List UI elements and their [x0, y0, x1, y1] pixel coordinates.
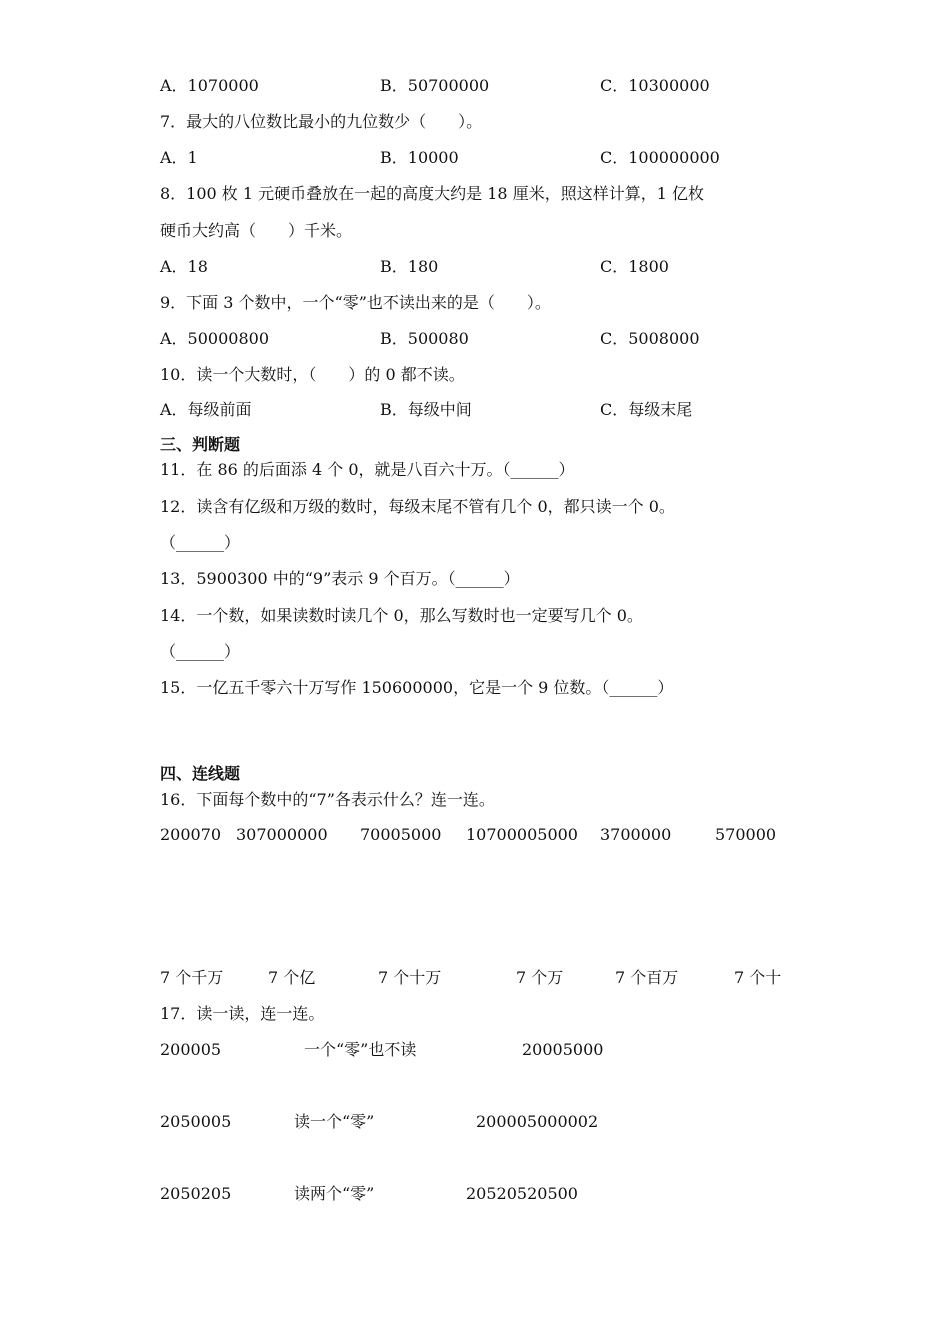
q16-meaning: 7 个十 — [734, 968, 782, 987]
q16-meaning: 7 个千万 — [160, 968, 224, 987]
q16-meaning: 7 个亿 — [268, 968, 316, 987]
q8-option-c: C．1800 — [600, 257, 669, 276]
q11-statement: 11．在 86 的后面添 4 个 0，就是八百六十万。（______） — [160, 460, 575, 479]
q17-right-number: 20520520500 — [466, 1184, 578, 1203]
q7-stem: 7．最大的八位数比最小的九位数少（ ）。 — [160, 112, 483, 131]
q6-option-b: B．50700000 — [380, 76, 490, 95]
q16-number: 70005000 — [360, 825, 442, 844]
q12-statement: 12．读含有亿级和万级的数时，每级末尾不管有几个 0，都只读一个 0。 — [160, 497, 675, 516]
q16-meaning: 7 个十万 — [378, 968, 442, 987]
q17-right-number: 20005000 — [522, 1040, 604, 1059]
q16-number: 10700005000 — [466, 825, 578, 844]
q10-option-c: C．每级末尾 — [600, 400, 693, 419]
q16-stem: 16．下面每个数中的“7”各表示什么？连一连。 — [160, 790, 495, 809]
q9-option-c: C．5008000 — [600, 329, 700, 348]
q16-meaning: 7 个百万 — [615, 968, 679, 987]
q13-statement: 13．5900300 中的“9”表示 9 个百万。（______） — [160, 569, 520, 588]
q17-stem: 17．读一读，连一连。 — [160, 1004, 325, 1023]
q8-stem-line1: 8．100 枚 1 元硬币叠放在一起的高度大约是 18 厘米，照这样计算，1 亿枚 — [160, 184, 704, 203]
q9-option-b: B．500080 — [380, 329, 469, 348]
q7-option-c: C．100000000 — [600, 148, 720, 167]
q15-statement: 15．一亿五千零六十万写作 150600000，它是一个 9 位数。（______） — [160, 678, 674, 697]
q17-left-number: 2050205 — [160, 1184, 232, 1203]
q12-answer-blank: （______） — [160, 533, 241, 552]
q14-statement: 14．一个数，如果读数时读几个 0，那么写数时也一定要写几个 0。 — [160, 606, 643, 625]
q14-answer-blank: （______） — [160, 642, 241, 661]
q6-option-a: A．1070000 — [160, 76, 259, 95]
q10-stem: 10．读一个大数时，（ ）的 0 都不读。 — [160, 365, 465, 384]
q16-number: 570000 — [715, 825, 777, 844]
q17-reading-type: 读两个“零” — [294, 1184, 375, 1203]
q17-left-number: 200005 — [160, 1040, 222, 1059]
q9-option-a: A．50000800 — [160, 329, 269, 348]
q8-stem-line2: 硬币大约高（ ）千米。 — [160, 221, 353, 240]
q17-reading-type: 一个“零”也不读 — [304, 1040, 417, 1059]
section-heading-matching: 四、连线题 — [160, 764, 241, 783]
q17-reading-type: 读一个“零” — [294, 1112, 375, 1131]
q9-stem: 9．下面 3 个数中，一个“零”也不读出来的是（ ）。 — [160, 293, 551, 312]
q17-left-number: 2050005 — [160, 1112, 232, 1131]
q7-option-b: B．10000 — [380, 148, 459, 167]
q8-option-b: B．180 — [380, 257, 439, 276]
q17-right-number: 200005000002 — [476, 1112, 599, 1131]
q16-number: 307000000 — [236, 825, 328, 844]
q8-option-a: A．18 — [160, 257, 208, 276]
section-heading-judgment: 三、判断题 — [160, 435, 241, 454]
q16-number: 200070 — [160, 825, 222, 844]
q7-option-a: A．1 — [160, 148, 198, 167]
q6-option-c: C．10300000 — [600, 76, 710, 95]
q10-option-b: B．每级中间 — [380, 400, 472, 419]
q16-meaning: 7 个万 — [516, 968, 564, 987]
q16-number: 3700000 — [600, 825, 672, 844]
q10-option-a: A．每级前面 — [160, 400, 252, 419]
